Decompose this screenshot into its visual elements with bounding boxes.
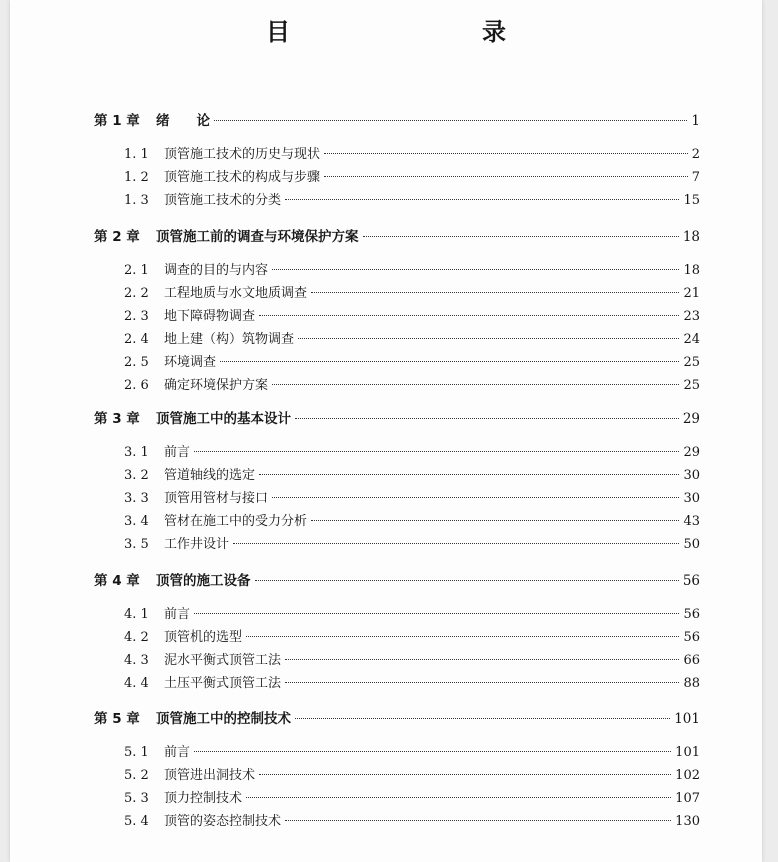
dot-leader	[324, 176, 688, 177]
dot-leader	[311, 292, 679, 293]
toc-chapter-entry[interactable]	[94, 410, 700, 428]
dot-leader	[214, 120, 687, 121]
toc-chapter-title: 绪 论	[156, 113, 210, 129]
dot-leader	[324, 153, 688, 154]
toc-chapter-entry[interactable]	[94, 710, 700, 728]
toc-chapter-page-number: 101	[674, 711, 700, 727]
toc-section-title: 管道轴线的选定	[164, 468, 256, 483]
toc-section-title: 泥水平衡式顶管工法	[164, 653, 282, 668]
toc-section-entry[interactable]	[124, 262, 700, 280]
toc-section-title: 顶管施工技术的构成与步骤	[164, 170, 321, 185]
toc-section-entry[interactable]	[124, 331, 700, 349]
toc-section-entry[interactable]	[124, 285, 700, 303]
toc-section-page-number: 101	[675, 745, 700, 760]
toc-section-number: 4. 4	[124, 676, 149, 691]
toc-chapter-number: 第 4 章	[94, 573, 140, 589]
dot-leader	[194, 751, 671, 752]
toc-section-number: 2. 5	[124, 355, 149, 370]
toc-section-page-number: 66	[683, 653, 700, 668]
toc-section-entry[interactable]	[124, 744, 700, 762]
toc-section-entry[interactable]	[124, 146, 700, 164]
toc-section-title: 前言	[164, 607, 191, 622]
document-page	[10, 0, 762, 862]
toc-section-page-number: 107	[675, 791, 700, 806]
toc-section-number: 3. 5	[124, 537, 149, 552]
toc-section-title: 顶管进出洞技术	[164, 768, 256, 783]
toc-section-title: 顶力控制技术	[164, 791, 243, 806]
dot-leader	[272, 384, 679, 385]
dot-leader	[285, 659, 679, 660]
dot-leader	[295, 418, 679, 419]
toc-section-title: 土压平衡式顶管工法	[164, 676, 282, 691]
toc-section-entry[interactable]	[124, 606, 700, 624]
toc-section-entry[interactable]	[124, 354, 700, 372]
toc-section-title: 前言	[164, 745, 191, 760]
toc-section-page-number: 56	[683, 630, 700, 645]
toc-section-page-number: 88	[683, 676, 700, 691]
toc-section-number: 4. 1	[124, 607, 149, 622]
toc-section-page-number: 21	[683, 286, 700, 301]
toc-section-number: 1. 3	[124, 193, 149, 208]
toc-chapter-page-number: 1	[691, 113, 700, 129]
toc-section-title: 工程地质与水文地质调查	[164, 286, 308, 301]
dot-leader	[272, 497, 679, 498]
toc-section-number: 2. 6	[124, 378, 149, 393]
toc-section-page-number: 23	[683, 309, 700, 324]
toc-chapter-number: 第 3 章	[94, 411, 140, 427]
toc-section-number: 5. 3	[124, 791, 149, 806]
toc-section-entry[interactable]	[124, 790, 700, 808]
dot-leader	[311, 520, 679, 521]
toc-section-page-number: 7	[691, 170, 700, 185]
toc-section-page-number: 30	[683, 491, 700, 506]
toc-section-page-number: 25	[683, 355, 700, 370]
toc-section-page-number: 24	[683, 332, 700, 347]
dot-leader	[259, 315, 679, 316]
toc-section-entry[interactable]	[124, 767, 700, 785]
toc-section-number: 5. 2	[124, 768, 149, 783]
toc-section-page-number: 15	[683, 193, 700, 208]
toc-section-entry[interactable]	[124, 513, 700, 531]
toc-section-entry[interactable]	[124, 629, 700, 647]
toc-section-entry[interactable]	[124, 652, 700, 670]
dot-leader	[285, 199, 679, 200]
toc-section-number: 2. 1	[124, 263, 149, 278]
toc-section-entry[interactable]	[124, 813, 700, 831]
toc-section-title: 顶管施工技术的历史与现状	[164, 147, 321, 162]
toc-section-entry[interactable]	[124, 444, 700, 462]
dot-leader	[272, 269, 679, 270]
toc-chapter-page-number: 18	[682, 229, 700, 245]
toc-section-title: 地上建（构）筑物调查	[164, 332, 295, 347]
toc-section-page-number: 18	[683, 263, 700, 278]
dot-leader	[246, 797, 671, 798]
toc-section-title: 确定环境保护方案	[164, 378, 269, 393]
toc-section-entry[interactable]	[124, 377, 700, 395]
toc-chapter-title: 顶管施工中的基本设计	[156, 411, 291, 427]
dot-leader	[363, 236, 679, 237]
dot-leader	[255, 580, 679, 581]
toc-section-number: 2. 4	[124, 332, 149, 347]
toc-section-page-number: 29	[683, 445, 700, 460]
toc-section-page-number: 25	[683, 378, 700, 393]
toc-section-title: 顶管机的选型	[164, 630, 243, 645]
toc-section-number: 1. 2	[124, 170, 149, 185]
dot-leader	[295, 718, 670, 719]
dot-leader	[285, 820, 671, 821]
toc-section-page-number: 130	[675, 814, 700, 829]
toc-section-title: 顶管的姿态控制技术	[164, 814, 282, 829]
toc-section-entry[interactable]	[124, 169, 700, 187]
toc-section-title: 前言	[164, 445, 191, 460]
toc-section-title: 地下障碍物调查	[164, 309, 256, 324]
toc-section-title: 工作井设计	[164, 537, 230, 552]
toc-section-page-number: 102	[675, 768, 700, 783]
toc-chapter-title: 顶管施工前的调查与环境保护方案	[156, 229, 359, 245]
toc-section-number: 2. 3	[124, 309, 149, 324]
toc-section-title: 顶管施工技术的分类	[164, 193, 282, 208]
toc-chapter-page-number: 56	[682, 573, 700, 589]
toc-section-number: 4. 3	[124, 653, 149, 668]
dot-leader	[194, 451, 679, 452]
toc-section-entry[interactable]	[124, 192, 700, 210]
toc-section-number: 5. 4	[124, 814, 149, 829]
toc-section-page-number: 2	[691, 147, 700, 162]
dot-leader	[220, 361, 679, 362]
toc-section-entry[interactable]	[124, 467, 700, 485]
dot-leader	[194, 613, 679, 614]
toc-chapter-title: 顶管的施工设备	[156, 573, 251, 589]
toc-chapter-number: 第 5 章	[94, 711, 140, 727]
dot-leader	[233, 543, 679, 544]
page-title: 目 录	[266, 18, 554, 46]
dot-leader	[246, 636, 679, 637]
dot-leader	[298, 338, 679, 339]
toc-section-number: 3. 2	[124, 468, 149, 483]
toc-chapter-page-number: 29	[682, 411, 700, 427]
toc-section-entry[interactable]	[124, 536, 700, 554]
toc-chapter-title: 顶管施工中的控制技术	[156, 711, 291, 727]
toc-section-number: 1. 1	[124, 147, 149, 162]
toc-section-title: 调查的目的与内容	[164, 263, 269, 278]
toc-chapter-number: 第 1 章	[94, 113, 140, 129]
toc-chapter-entry[interactable]	[94, 228, 700, 246]
dot-leader	[285, 682, 679, 683]
toc-section-title: 管材在施工中的受力分析	[164, 514, 308, 529]
toc-section-page-number: 43	[683, 514, 700, 529]
toc-section-number: 5. 1	[124, 745, 149, 760]
toc-section-page-number: 56	[683, 607, 700, 622]
toc-chapter-number: 第 2 章	[94, 229, 140, 245]
toc-section-page-number: 30	[683, 468, 700, 483]
toc-chapter-entry[interactable]	[94, 112, 700, 130]
toc-section-entry[interactable]	[124, 308, 700, 326]
toc-section-title: 顶管用管材与接口	[164, 491, 269, 506]
toc-section-entry[interactable]	[124, 675, 700, 693]
toc-section-entry[interactable]	[124, 490, 700, 508]
toc-section-number: 3. 4	[124, 514, 149, 529]
toc-section-number: 3. 3	[124, 491, 149, 506]
toc-section-number: 3. 1	[124, 445, 149, 460]
toc-section-page-number: 50	[683, 537, 700, 552]
dot-leader	[259, 774, 671, 775]
dot-leader	[259, 474, 679, 475]
toc-section-title: 环境调查	[164, 355, 217, 370]
toc-section-number: 2. 2	[124, 286, 149, 301]
toc-section-number: 4. 2	[124, 630, 149, 645]
toc-chapter-entry[interactable]	[94, 572, 700, 590]
